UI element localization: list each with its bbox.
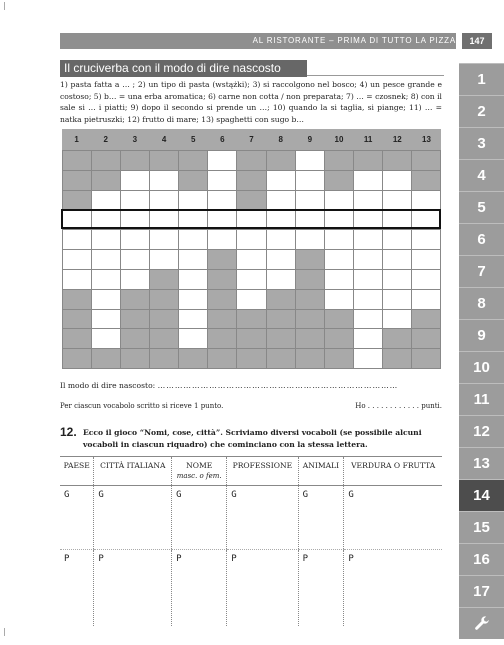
crossword-letter-cell[interactable] [92,270,121,290]
crossword-blocked-cell [150,290,179,310]
column-number: 8 [278,135,283,144]
wrench-icon[interactable] [459,607,504,639]
crossword-letter-cell[interactable] [121,250,150,270]
crossword-letter-cell[interactable] [150,230,179,250]
crossword-letter-cell[interactable] [296,151,325,171]
crossword-letter-cell[interactable] [383,171,412,191]
crossword-letter-cell[interactable] [208,171,237,191]
crossword-letter-cell[interactable] [412,290,441,310]
answer-line [60,381,442,390]
crossword-blocked-cell [325,310,354,330]
crossword-blocked-cell [121,329,150,349]
answer-cell[interactable]: P [298,549,344,626]
answer-cell[interactable]: G [172,486,227,550]
crossword-blocked-cell [325,329,354,349]
chapter-tab-6[interactable]: 6 [459,223,504,255]
column-header-label: PAESE [63,461,90,470]
crossword-letter-cell[interactable] [354,349,383,369]
crossword-letter-cell[interactable] [325,191,354,211]
crossword-letter-cell[interactable] [354,171,383,191]
crossword-blocked-cell [208,310,237,330]
answer-cell[interactable]: G [94,486,172,550]
chapter-tab-9[interactable]: 9 [459,319,504,351]
crossword-blocked-cell [412,310,441,330]
column-number: 5 [190,135,196,144]
table-header-row [60,457,442,486]
crossword-letter-cell[interactable] [92,329,121,349]
crossword-letter-cell[interactable] [92,191,121,211]
crossword-letter-cell[interactable] [354,270,383,290]
column-header [344,457,442,486]
chapter-tab-17[interactable]: 17 [459,575,504,607]
chapter-tab-3[interactable]: 3 [459,127,504,159]
crossword-letter-cell[interactable] [296,191,325,211]
crossword-blocked-cell [92,151,121,171]
crossword-letter-cell[interactable] [325,230,354,250]
crossword-blocked-cell [412,171,441,191]
crossword-blocked-cell [121,151,150,171]
crossword-blocked-cell [208,349,237,369]
answer-cell[interactable]: G [227,486,298,550]
crossword-blocked-cell [150,310,179,330]
crossword-letter-cell[interactable] [179,230,208,250]
crossword-letter-cell[interactable] [92,250,121,270]
answer-cell[interactable]: P [64,553,70,564]
crossword-letter-cell[interactable] [237,270,266,290]
crossword-blocked-cell [63,151,92,171]
crossword-blocked-cell [412,151,441,171]
crossword-blocked-cell [267,310,296,330]
crossword-letter-cell[interactable] [179,191,208,211]
answer-label: Il modo di dire nascosto: [60,381,156,390]
crossword-blocked-cell [296,349,325,369]
column-header [94,457,172,486]
crossword-letter-cell[interactable] [63,250,92,270]
column-number: 9 [307,135,313,144]
answer-cell[interactable]: P [344,549,442,626]
crossword-blocked-cell [208,290,237,310]
crossword-letter-cell[interactable] [267,191,296,211]
chapter-tab-12[interactable]: 12 [459,415,504,447]
column-header [60,457,94,486]
crossword-blocked-cell [383,151,412,171]
crossword-blocked-cell [179,171,208,191]
column-header [227,457,298,486]
column-number: 3 [132,135,138,144]
crossword-letter-cell[interactable] [92,310,121,330]
chapter-tab-4[interactable]: 4 [459,159,504,191]
crossword-letter-cell[interactable] [179,310,208,330]
crossword-blocked-cell [179,151,208,171]
crossword-letter-cell[interactable] [412,191,441,211]
crossword-letter-cell[interactable] [354,230,383,250]
nomi-cose-citta-table [60,456,442,626]
crossword-letter-cell[interactable] [354,290,383,310]
crossword-letter-cell[interactable] [179,250,208,270]
crossword-blocked-cell [150,151,179,171]
crossword-blocked-cell [325,171,354,191]
exercise-number: 12. [60,425,77,439]
column-header-label: PROFESSIONE [232,461,293,470]
running-header: AL RISTORANTE – PRIMA DI TUTTO LA PIZZA [252,36,456,45]
crossword-blocked-cell [237,349,266,369]
chapter-tab-14[interactable]: 14 [459,479,504,511]
column-number: 6 [220,135,225,144]
crossword-letter-cell[interactable] [325,270,354,290]
column-number: 4 [161,135,167,144]
crossword-blocked-cell [208,250,237,270]
column-header-sublabel: masc. o fem. [176,472,222,480]
chapter-tab-1[interactable]: 1 [459,63,504,95]
crossword-blocked-cell [63,349,92,369]
answer-cell[interactable]: P [227,549,298,626]
answer-cell[interactable]: G [60,486,94,550]
crop-mark [4,2,5,10]
table-row [60,549,442,626]
column-number: 2 [103,135,108,144]
crossword-letter-cell[interactable] [150,250,179,270]
crossword-blocked-cell [179,349,208,369]
crossword-blocked-cell [121,310,150,330]
crossword-blocked-cell [296,250,325,270]
crossword-blocked-cell [267,151,296,171]
crossword-letter-cell[interactable] [354,329,383,349]
chapter-tab-10[interactable]: 10 [459,351,504,383]
crossword-letter-cell[interactable] [354,250,383,270]
crossword-blocked-cell [296,310,325,330]
chapter-tab-16[interactable]: 16 [459,543,504,575]
points-blank[interactable]: Ho . . . . . . . . . . . . punti. [355,402,442,410]
answer-blank[interactable]: ………………………………………………………………………… [157,381,399,390]
crossword-letter-cell[interactable] [267,171,296,191]
crossword-letter-cell[interactable] [296,171,325,191]
crossword-letter-cell[interactable] [383,250,412,270]
crossword-blocked-cell [325,151,354,171]
crossword-blocked-cell [383,329,412,349]
chapter-tab-15[interactable]: 15 [459,511,504,543]
crossword-letter-cell[interactable] [179,270,208,290]
crossword-letter-cell[interactable] [208,230,237,250]
crossword-letter-cell[interactable] [354,310,383,330]
crossword-blocked-cell [354,151,383,171]
crossword-blocked-cell [150,329,179,349]
column-header-label: CITTÀ ITALIANA [100,461,166,470]
crossword-clues: 1) pasta fatta a … ; 2) un tipo di pasta (wstążki); 3) si raccolgono nel bosco; 4) un pesce grande e costoso; 5) b… = una erba aromatica; 6) carne non cotta / non preparata; 7) … = czosnek; 8) con il sale si … i piatti; 9) dopo il secondo si prende un …; 10) quando la si taglia, si piange; 11) … = natka pietruszki; 12) frutto di mare; 13) spaghetti con sugo b… [60,80,442,124]
title-rule [307,75,444,76]
column-number: 1 [74,135,79,144]
crossword-grid [62,129,441,369]
crossword-blocked-cell [267,349,296,369]
crossword-blocked-cell [150,270,179,290]
column-header [298,457,344,486]
crossword-letter-cell[interactable] [63,230,92,250]
crossword-letter-cell[interactable] [354,191,383,211]
scoring-line [60,402,442,410]
crossword-letter-cell[interactable] [150,191,179,211]
crossword-blocked-cell [63,191,92,211]
chapter-tab-13[interactable]: 13 [459,447,504,479]
crossword-blocked-cell [237,310,266,330]
crossword-blocked-cell [208,270,237,290]
column-header [172,457,227,486]
crossword-blocked-cell [92,171,121,191]
crossword-blocked-cell [63,329,92,349]
crossword-letter-cell[interactable] [237,230,266,250]
crossword-letter-cell[interactable] [150,171,179,191]
crossword-blocked-cell [237,329,266,349]
crossword-letter-cell[interactable] [383,191,412,211]
crossword-letter-cell[interactable] [267,270,296,290]
column-number: 12 [392,135,402,144]
crossword-blocked-cell [92,349,121,369]
crossword-letter-cell[interactable] [296,230,325,250]
crossword-letter-cell[interactable] [267,230,296,250]
crossword-letter-cell[interactable] [383,230,412,250]
crossword-blocked-cell [296,270,325,290]
crossword-letter-cell[interactable] [383,310,412,330]
crossword-blocked-cell [325,349,354,369]
crossword-blocked-cell [63,310,92,330]
crossword-letter-cell[interactable] [237,290,266,310]
crossword-letter-cell[interactable] [208,151,237,171]
crossword-blocked-cell [237,151,266,171]
crossword-blocked-cell [121,290,150,310]
crossword-column-numbers [62,129,441,150]
exercise-instructions: Ecco il gioco “Nomi, cose, città”. Scriviamo diversi vocaboli (se possibile alcuni vocaboli in ciascun riquadro) che cominciano con la stessa lettera. [83,428,422,449]
crossword-letter-cell[interactable] [412,270,441,290]
answer-cell[interactable]: P [94,549,172,626]
column-number: 7 [249,135,254,144]
crossword-blocked-cell [296,290,325,310]
crossword-letter-cell[interactable] [121,171,150,191]
crossword-blocked-cell [121,349,150,369]
column-number: 11 [363,135,373,144]
hidden-saying-row [61,209,441,229]
crossword-letter-cell[interactable] [237,250,266,270]
crossword-blocked-cell [383,349,412,369]
crossword-blocked-cell [237,171,266,191]
crossword-letter-cell[interactable] [92,290,121,310]
crossword-letter-cell[interactable] [63,270,92,290]
chapter-tab-11[interactable]: 11 [459,383,504,415]
crossword-blocked-cell [412,329,441,349]
chapter-tab-2[interactable]: 2 [459,95,504,127]
column-header-label: VERDURA O FRUTTA [351,461,436,470]
crossword-blocked-cell [296,329,325,349]
crossword-cells [62,150,441,369]
crossword-letter-cell[interactable] [383,270,412,290]
crossword-letter-cell[interactable] [412,230,441,250]
crossword-letter-cell[interactable] [412,250,441,270]
table-row [60,486,442,550]
answer-cell[interactable]: G [344,486,442,550]
crossword-letter-cell[interactable] [383,290,412,310]
crossword-blocked-cell [267,290,296,310]
crossword-letter-cell[interactable] [325,290,354,310]
crossword-letter-cell[interactable] [267,250,296,270]
crossword-letter-cell[interactable] [208,191,237,211]
chapter-tab-5[interactable]: 5 [459,191,504,223]
crossword-blocked-cell [63,290,92,310]
answer-cell[interactable]: G [298,486,344,550]
crossword-letter-cell[interactable] [92,230,121,250]
crossword-letter-cell[interactable] [179,290,208,310]
chapter-tab-7[interactable]: 7 [459,255,504,287]
crossword-letter-cell[interactable] [121,230,150,250]
column-number: 13 [422,135,431,144]
scoring-rule: Per ciascun vocabolo scritto si riceve 1 punto. [60,402,224,410]
page-number: 147 [462,33,492,49]
crossword-blocked-cell [208,329,237,349]
chapter-tab-8[interactable]: 8 [459,287,504,319]
crossword-letter-cell[interactable] [121,270,150,290]
crossword-letter-cell[interactable] [121,191,150,211]
crossword-blocked-cell [150,349,179,369]
section-title: Il cruciverba con il modo di dire nascosto [60,60,307,77]
crossword-blocked-cell [63,171,92,191]
column-number: 10 [334,135,344,144]
crossword-blocked-cell [412,349,441,369]
crossword-letter-cell[interactable] [325,250,354,270]
crossword-blocked-cell [237,191,266,211]
crossword-blocked-cell [267,329,296,349]
column-header-label: NOME [186,461,213,470]
crop-mark [4,628,5,636]
answer-cell[interactable]: P [172,549,227,626]
crossword-letter-cell[interactable] [179,329,208,349]
column-header-label: ANIMALI [302,461,340,470]
